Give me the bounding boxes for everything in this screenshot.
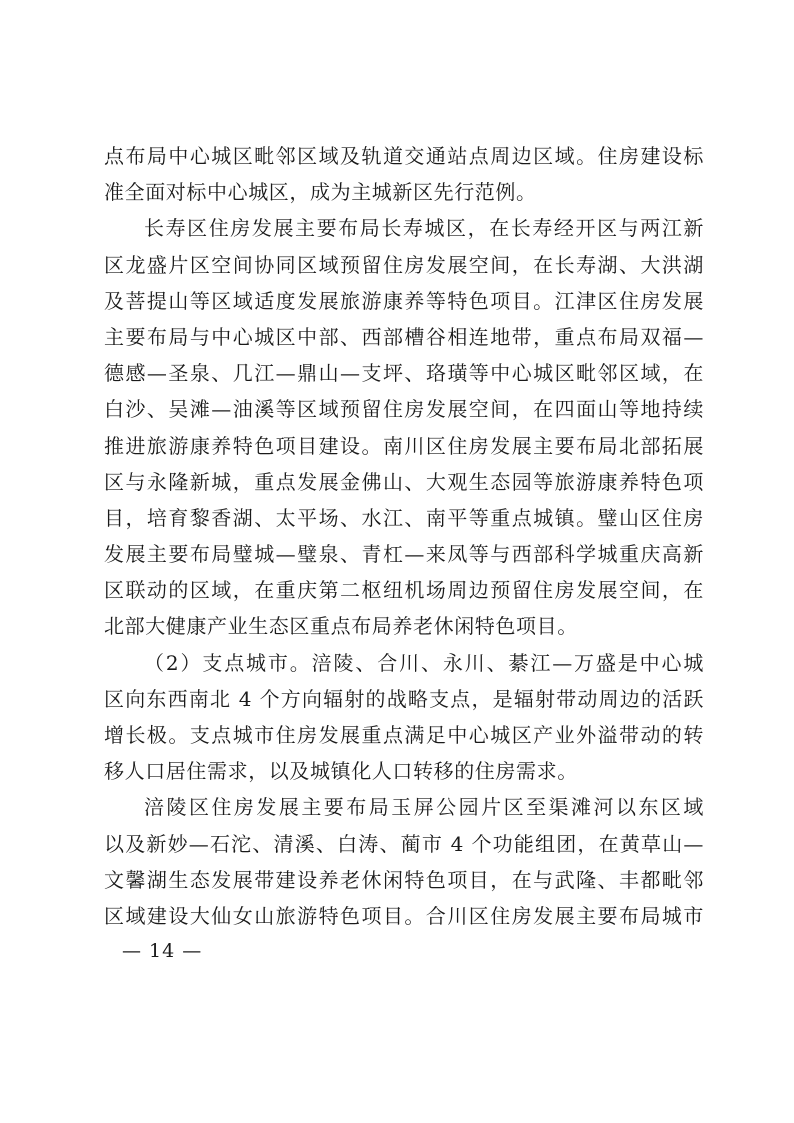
text-line: 区与永隆新城，重点发展金佛山、大观生态园等旅游康养特色项 <box>104 469 704 494</box>
text-line: 区向东西南北 4 个方向辐射的战略支点，是辐射带动周边的活跃 <box>104 686 704 711</box>
text-line: 推进旅游康养特色项目建设。南川区住房发展主要布局北部拓展 <box>104 433 704 458</box>
paragraph-start-line: 长寿区住房发展主要布局长寿城区，在长寿经开区与两江新 <box>144 216 704 241</box>
text-line: 点布局中心城区毗邻区域及轨道交通站点周边区域。住房建设标 <box>104 144 704 168</box>
text-line: 白沙、吴滩—油溪等区域预留住房发展空间，在四面山等地持续 <box>104 397 704 422</box>
text-line: 发展主要布局璧城—璧泉、青杠—来凤等与西部科学城重庆高新 <box>104 542 704 567</box>
paragraph-start-line: 涪陵区住房发展主要布局玉屏公园片区至渠滩河以东区域 <box>144 795 704 820</box>
text-line: 文馨湖生态发展带建设养老休闲特色项目，在与武隆、丰都毗邻 <box>104 867 704 892</box>
section-heading-line: （2）支点城市。涪陵、合川、永川、綦江—万盛是中心城 <box>144 650 704 675</box>
body-text <box>104 138 704 934</box>
text-line: 区龙盛片区空间协同区域预留住房发展空间，在长寿湖、大洪湖 <box>104 252 704 277</box>
text-line: 目，培育黎香湖、太平场、水江、南平等重点城镇。璧山区住房 <box>104 505 704 530</box>
text-line: 德感—圣泉、几江—鼎山—支坪、珞璜等中心城区毗邻区域，在 <box>104 361 704 386</box>
text-line: 准全面对标中心城区，成为主城新区先行范例。 <box>104 180 537 205</box>
text-line: 区域建设大仙女山旅游特色项目。合川区住房发展主要布局城市 <box>104 903 704 928</box>
text-line: 移人口居住需求，以及城镇化人口转移的住房需求。 <box>104 759 578 784</box>
text-line: 北部大健康产业生态区重点布局养老休闲特色项目。 <box>104 614 578 639</box>
page-number: — 14 — <box>122 940 203 962</box>
text-line: 及菩提山等区域适度发展旅游康养等特色项目。江津区住房发展 <box>104 288 704 313</box>
text-line: 以及新妙—石沱、清溪、白涛、蔺市 4 个功能组团，在黄草山— <box>104 831 704 856</box>
text-line: 增长极。支点城市住房发展重点满足中心城区产业外溢带动的转 <box>104 723 704 747</box>
text-line: 区联动的区域，在重庆第二枢纽机场周边预留住房发展空间，在 <box>104 578 704 603</box>
text-line: 主要布局与中心城区中部、西部槽谷相连地带，重点布局双福— <box>104 324 704 349</box>
